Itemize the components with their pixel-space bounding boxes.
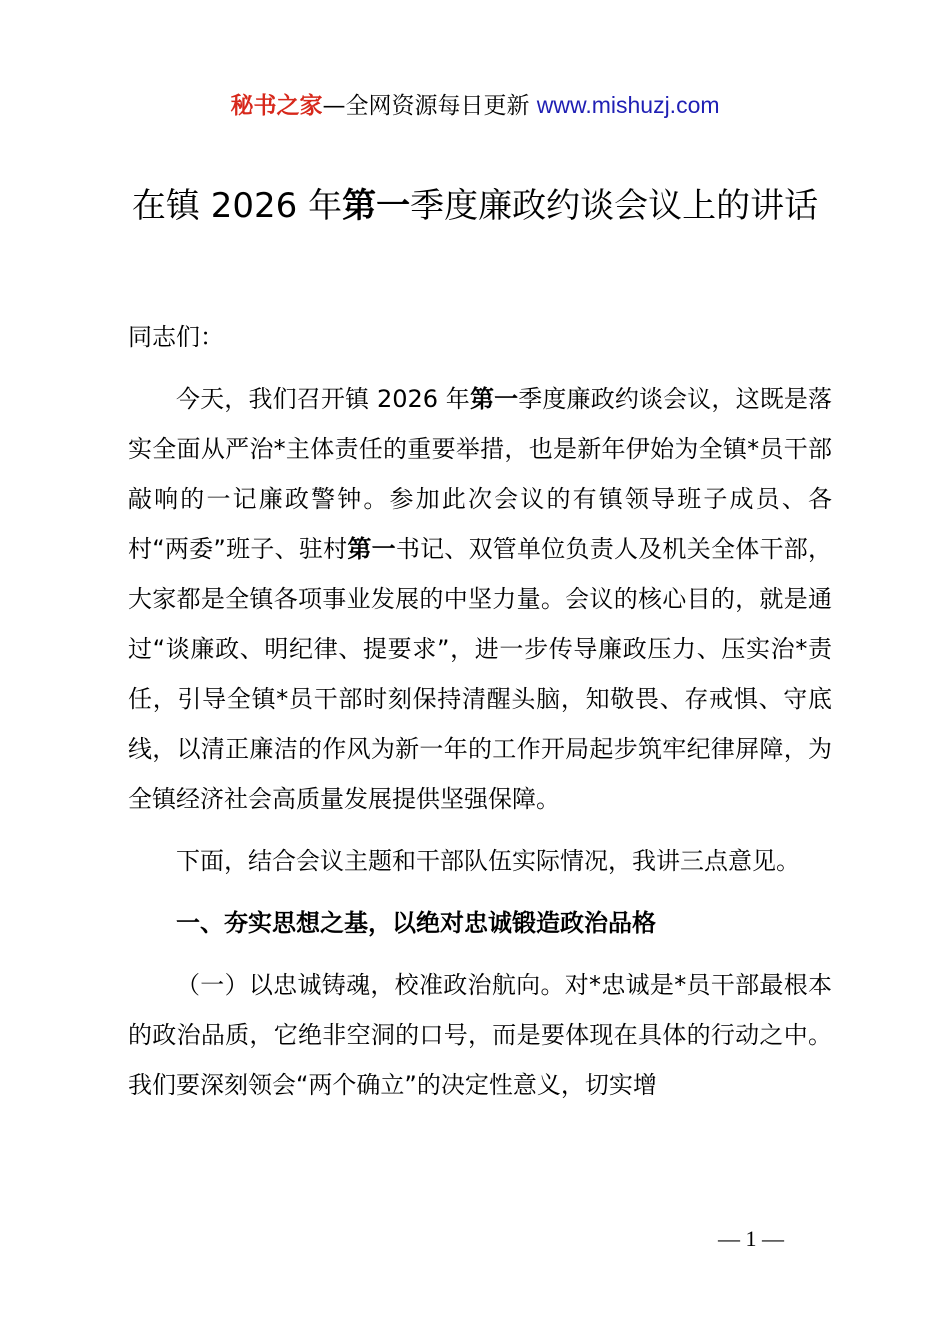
para1-part-a: 今天，我们召开镇 2026 年 <box>176 385 470 413</box>
paragraph-opening <box>128 374 832 824</box>
para1-part-e: 书记、双管单位负责人及机关全体干部，大家都是全镇各项事业发展的中坚力量。会议的核心目的，就是通过“谈廉政、明纪律、提要求”，进一步传导廉政压力、压实治*责任，引导全镇*员干部时刻保持清醒头脑，知敬畏、存戒惧、守底线，以清正廉洁的作风为新一年的工作开局起步筑牢纪律屏障，为全镇经济社会高质量发展提供坚强保障。 <box>128 535 833 813</box>
document-title <box>0 183 950 229</box>
title-prefix: 在镇 2026 年 <box>131 186 343 226</box>
section-heading-1: 一、夯实思想之基，以绝对忠诚锻造政治品格 <box>176 909 656 937</box>
site-url-link[interactable]: www.mishuzj.com <box>536 92 720 118</box>
document-body <box>128 312 832 1122</box>
paragraph-subsection-1: （一）以忠诚铸魂，校准政治航向。对*忠诚是*员干部最根本的政治品质，它绝非空洞的口号，而是要体现在具体的行动之中。我们要深刻领会“两个确立”的决定性意义，切实增 <box>128 971 832 1099</box>
salutation: 同志们： <box>128 323 224 351</box>
paragraph-intro-points: 下面，结合会议主题和干部队伍实际情况，我讲三点意见。 <box>176 847 800 875</box>
site-header <box>0 88 950 123</box>
para1-part-c: 季度廉政约谈会议，这既是落实全面从严治*主体责任的重要举措，也是新年伊始为全镇*员干部敲响的一记廉政警钟。参加此次会议的有镇领导班子成员、各村“两委”班子、驻村 <box>128 385 833 563</box>
title-suffix: 季度廉政约谈会议上的讲话 <box>410 186 819 226</box>
header-tagline: —全网资源每日更新 <box>322 93 537 119</box>
para1-emphasis-first: 第一 <box>469 385 519 413</box>
title-emphasis: 第一 <box>342 186 411 226</box>
brand-name: 秘书之家 <box>230 93 323 119</box>
page-number: — 1 — <box>718 1226 784 1251</box>
para1-emphasis-second: 第一 <box>347 535 396 563</box>
